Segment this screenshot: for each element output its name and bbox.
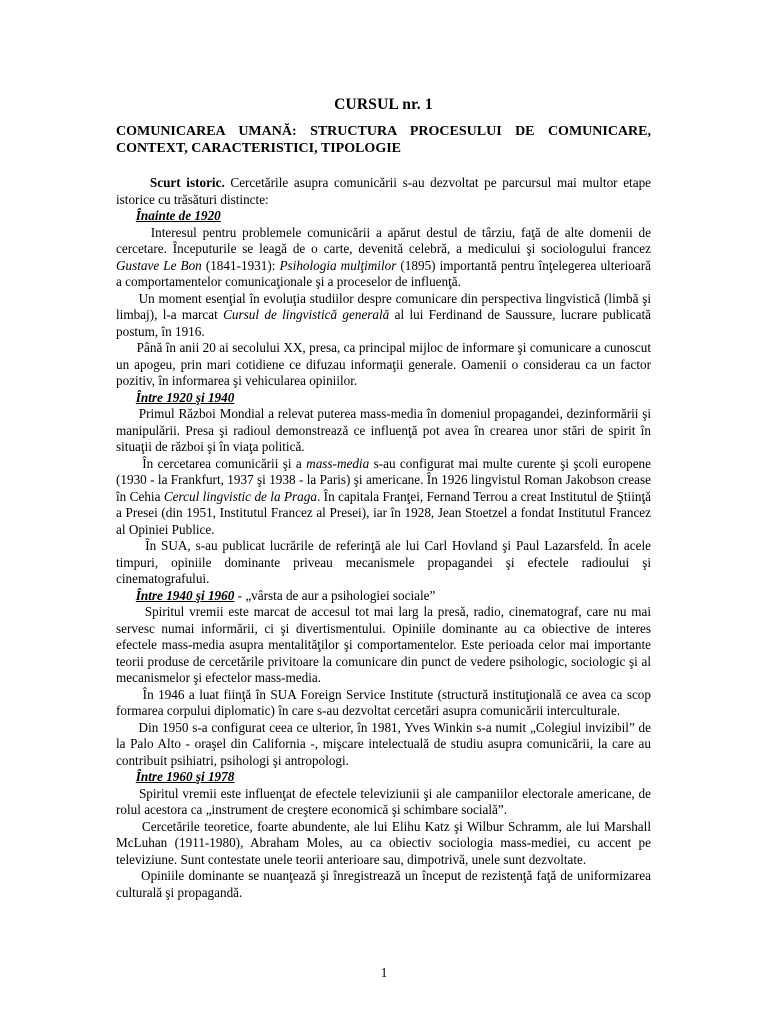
paragraph-5 [116, 456, 651, 539]
paragraph-text: Spiritul vremii este influenţat de efectele televiziunii şi ale campaniilor electorale americane, de rolul acestora ca „instrument de creştere economică şi schimbare socială”. [116, 785, 651, 817]
author-name: Gustave Le Bon [116, 257, 202, 273]
page-subtitle: COMUNICAREA UMANĂ: STRUCTURA PROCESULUI DE COMUNICARE, CONTEXT, CARACTERISTICI, TIPOLOGIE [116, 124, 651, 156]
paragraph-8 [116, 687, 651, 720]
book-title: Psihologia mulţimilor [279, 257, 397, 273]
intro-label: Scurt istoric. [149, 175, 225, 190]
paragraph-1 [116, 225, 651, 291]
intro-paragraph [116, 175, 651, 208]
paragraph-text: Cercetările teoretice, foarte abundente, ale lui Elihu Katz şi Wilbur Schramm, ale lui Marshall McLuhan (1911-1980), Abraham Moles, au ca obiectiv sociologia mass-mediei, cu accent pe televiziune. Sunt contestate unele teorii anterioare sau, dimpotrivă, unele sunt dezvoltate. [116, 818, 651, 867]
paragraph-text: Un moment esenţial în evoluţia studiilor despre comunicare din perspectiva lingvistică (limbă şi limbaj), l-a marcat [116, 290, 652, 322]
section-heading-text: Între 1920 şi 1940 [135, 389, 235, 405]
intro-text: Cercetările asupra comunicării s-au dezvoltat pe parcursul mai multor etape istorice cu trăsături distincte: [116, 175, 652, 207]
paragraph-text: s-au configurat mai multe curente şi şcoli europene (1930 - la Frankfurt, 1937 şi 1938 - la Paris) şi americane. În 1926 lingvistul Roman Jakobson crease în Cehia [116, 455, 651, 504]
paragraph-text: Interesul pentru problemele comunicării a apărut destul de târziu, faţă de alte domenii de cercetare. Începuturile se leagă de o carte, devenită celebră, a medicului şi sociologului francez [116, 224, 651, 256]
section-heading-text: Între 1940 şi 1960 [135, 587, 235, 603]
paragraph-text: (1841-1931): [201, 257, 280, 273]
page-number: 1 [380, 965, 388, 980]
paragraph-text: . În capitala Franţei, Fernand Terrou a creat Institutul de Ştiinţă a Presei (din 1951, Institutul Francez al Presei), iar în 1928, Jean Stoetzel a fondat Institutul Francez al Opiniei Publice. [116, 488, 651, 537]
paragraph-7 [116, 604, 651, 687]
paragraph-6 [116, 538, 651, 588]
paragraph-text: Spiritul vremii este marcat de accesul tot mai larg la presă, radio, cinematograf, care nu mai servesc numai informării, ci şi divertismentului. Opiniile dominante au ca obiective de interes efectele mass-media asupra mentalităţilor şi comportamentelor. Este perioada celor mai importante teorii produse de cercetările privitoare la comunicare din punct de vedere psihologic, sociologic şi al mecanismelor şi efectelor mass-media. [116, 604, 651, 685]
paragraph-2 [116, 291, 651, 341]
section-heading-1960-1978 [116, 769, 651, 786]
paragraph-9 [116, 720, 651, 770]
paragraph-text: Opiniile dominante se nuanţează şi înregistrează un început de rezistenţă faţă de uniformizarea culturală şi propagandă. [116, 868, 651, 900]
paragraph-text: Până în anii 20 ai secolului XX, presa, ca principal mijloc de informare şi comunicare a cunoscut un apogeu, prin mari cotidiene ce difuzau informaţii generale. Oamenii o considerau ca un factor pozitiv, în informarea şi vehicularea opiniilor. [116, 340, 651, 388]
paragraph-text: al lui Ferdinand de Saussure, lucrare publicată postum, în 1916. [116, 307, 651, 339]
paragraph-text: În SUA, s-au publicat lucrările de referinţă ale lui Carl Hovland şi Paul Lazarsfeld. În acele timpuri, opiniile dominante priveau mecanismele propagandei şi efectele radioului şi cinematografului. [116, 538, 651, 586]
italic-term: mass-media [306, 455, 370, 471]
section-heading-1940-1960 [116, 588, 651, 605]
paragraph-text: Din 1950 s-a configurat ceea ce ulterior, în 1981, Yves Winkin s-a numit „Colegiul invizibil” de la Palo Alto - oraşel din California -, mişcare intelectuală de studiu asupra comunicării, la care au contribuit psihiatri, psihologi şi antropologi. [116, 719, 652, 768]
section-heading-1920 [116, 208, 651, 225]
book-title: Cursul de lingvistică generală [223, 307, 390, 322]
paragraph-12 [116, 868, 651, 901]
paragraph-3 [116, 340, 651, 390]
section-heading-1920-1940 [116, 390, 651, 407]
section-heading-suffix: - „vârsta de aur a psihologiei sociale” [234, 587, 436, 603]
paragraph-10 [116, 786, 651, 819]
paragraph-text: Primul Război Mondial a relevat puterea mass-media în domeniul propagandei, dezinformării şi manipulării. Presa şi radioul demonstrează ce influenţă pot avea în crearea unor stări de spirit în situaţii de război şi în viaţa politică. [116, 406, 652, 454]
section-heading-text: Între 1960 şi 1978 [135, 769, 235, 784]
page-content [116, 96, 651, 901]
page-title: CURSUL nr. 1 [334, 96, 433, 113]
paragraph-4 [116, 406, 651, 456]
paragraph-11 [116, 819, 651, 869]
paragraph-text: (1895) importantă pentru înţelegerea ulterioară a comportamentelor comunicaţionale şi a proceselor de influenţă. [116, 257, 651, 289]
paragraph-text: În 1946 a luat fiinţă în SUA Foreign Service Institute (structură instituţională ce avea ca scop formarea corpului diplomatic) în care s-au dezvoltat cercetări asupra comunicării interculturale. [116, 686, 651, 718]
section-heading-text: Înainte de 1920 [135, 208, 221, 223]
paragraph-text: În cercetarea comunicării şi a [142, 455, 307, 471]
italic-term: Cercul lingvistic de la Praga [163, 488, 317, 504]
